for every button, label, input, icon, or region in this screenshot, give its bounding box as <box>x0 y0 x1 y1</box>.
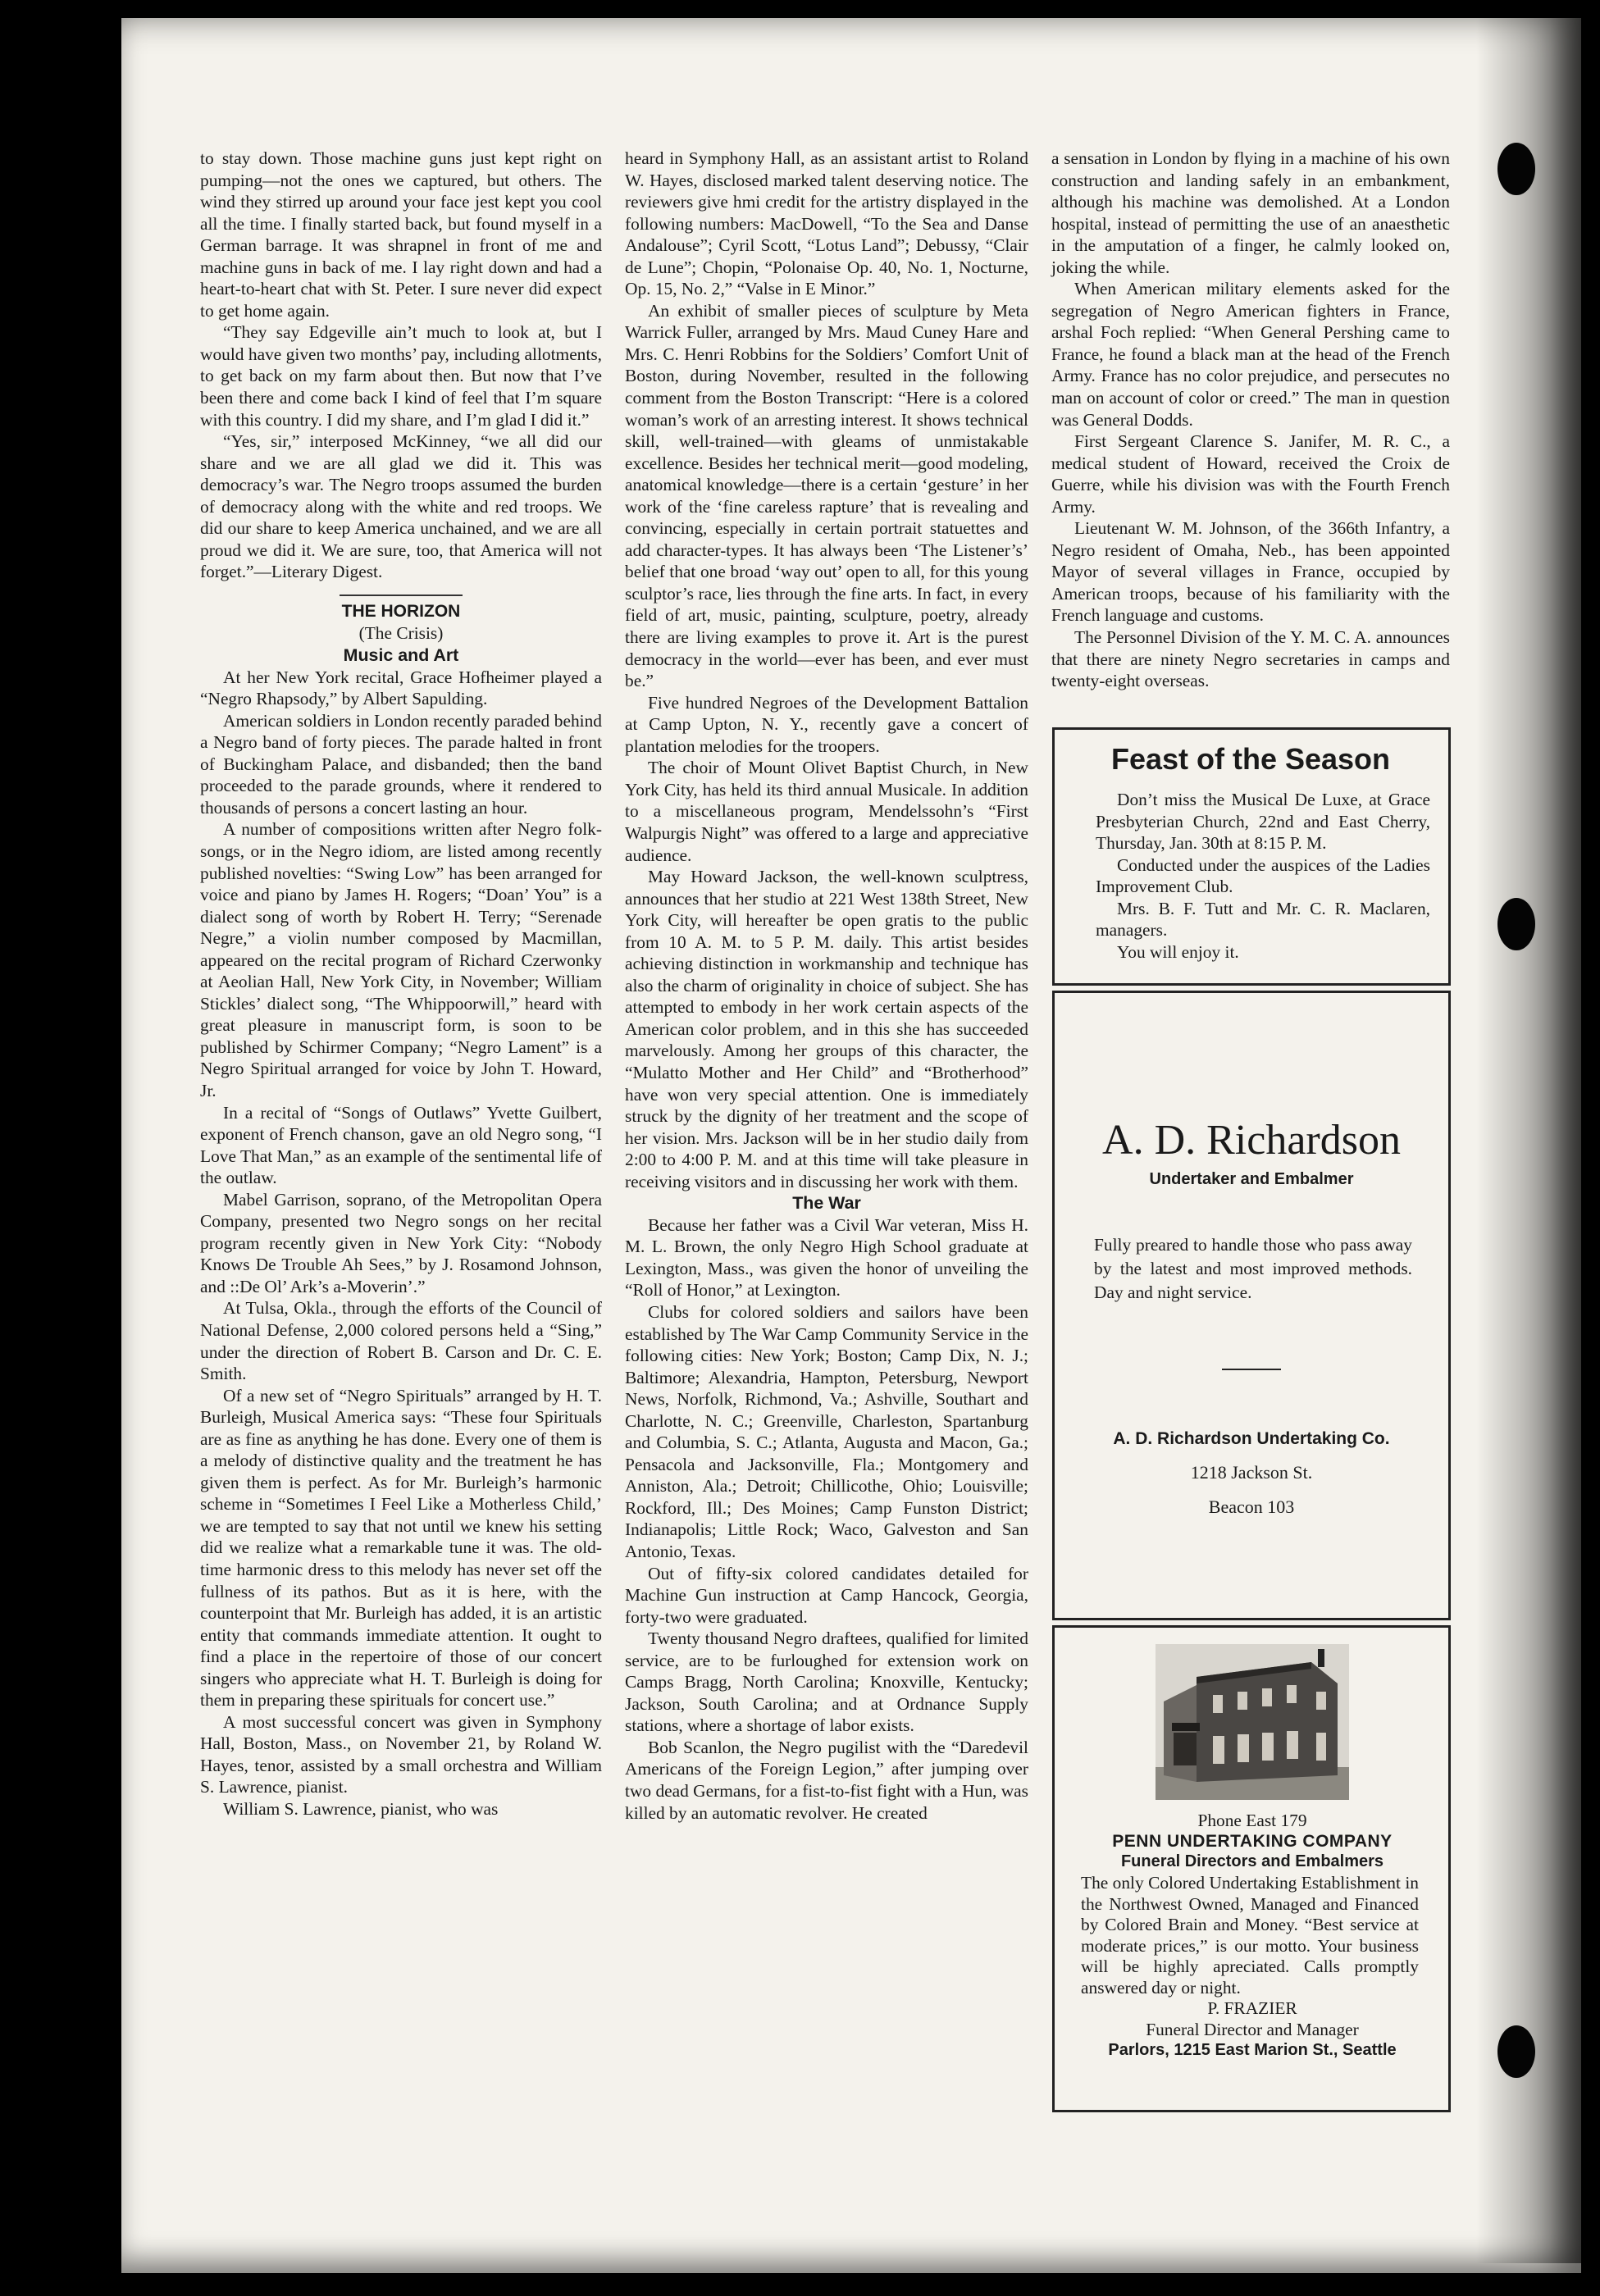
paragraph: In a recital of “Songs of Outlaws” Yvette Guilbert, exponent of French chanson, gave an old Negro song, “I Love That Man,” as an example of the sentimental life of the outlaw. <box>200 1102 602 1188</box>
paragraph: heard in Symphony Hall, as an assistant artist to Roland W. Hayes, disclosed marked talent deserving notice. The reviewers give hmi credit for the artistry displayed in the following numbers: MacDowell, “To the Sea and Danse Andalouse”; Cyril Scott, “Lotus Land”; Debussy, “Clair de Lune”; Chopin, “Polonaise Op. 40, No. 1, Nocturne, Op. 15, No. 2,” “Valse in E Minor.” <box>625 148 1028 299</box>
ad-signer: P. FRAZIER <box>1207 1998 1297 2018</box>
article-column-2 <box>625 148 1028 1824</box>
ad-address: Parlors, 1215 East Marion St., Seattle <box>1108 2041 1397 2059</box>
ad-divider <box>1222 1369 1281 1370</box>
section-title: THE HORIZON <box>341 601 461 621</box>
paragraph: “Yes, sir,” interposed McKinney, “we all did our share and we are all glad we did it. This was democracy’s war. The Negro troops assumed the burden of democracy along with the white and red troops. We did our share to keep America unchained, and we are all proud we did it. We are sure, too, that America will not forget.”—Literary Digest. <box>200 431 602 582</box>
ad-signer-title: Funeral Director and Manager <box>1146 2019 1359 2039</box>
building-photo <box>1156 1644 1349 1800</box>
ad-address: 1218 Jackson St. <box>1190 1462 1313 1483</box>
paragraph: Twenty thousand Negro draftees, qualified for limited service, are to be furloughed for extension work on Camps Bragg, North Carolina; Knoxville, Kentucky; Jackson, South Carolina; and at Ordnance Supply stations, where a shortage of labor exists. <box>625 1629 1028 1736</box>
advertisement-penn <box>1052 1625 1451 2112</box>
paragraph: Mabel Garrison, soprano, of the Metropolitan Opera Company, presented two Negro songs on her recital program recently given in New York City: “Nobody Knows De Trouble Ah Sees,” by J. Rosamond Johnson, and ::De Ol’ Ark’s a-Moverin’.” <box>200 1189 602 1296</box>
paragraph: William S. Lawrence, pianist, who was <box>223 1799 499 1820</box>
ad-phone: Phone East 179 <box>1197 1811 1307 1830</box>
ad-text: Conducted under the auspices of the Ladies Improvement Club. <box>1096 854 1430 896</box>
section-source: (The Crisis) <box>358 623 444 644</box>
ad-title: Feast of the Season <box>1110 742 1391 776</box>
paragraph: a sensation in London by flying in a machine of his own construction and landing safely in an embankment, although his machine was demolished. At a London hospital, instead of permitting the use of an anaesthetic in the amputation of a finger, he calmly looked on, joking the while. <box>1051 148 1450 277</box>
ad-title: A. D. Richardson <box>1102 1117 1401 1164</box>
paragraph: When American military elements asked for the segregation of Negro American fighters in France, arshal Foch replied: “When General Pershing came to France, he found a black man at the head of the French Army. France has no color prejudice, and persecutes no man on account of color or creed.” The man in question was General Dodds. <box>1051 279 1450 430</box>
paragraph: Bob Scanlon, the Negro pugilist with the “Daredevil Americans of the Foreign Legion,” after jumping over two dead Germans, for a fist-to-fist fight with a Hun, was killed by an automatic revolver. He created <box>625 1737 1028 1823</box>
ad-phone: Beacon 103 <box>1208 1496 1295 1517</box>
paragraph: First Sergeant Clarence S. Janifer, M. R. C., a medical student of Howard, received the Croix de Guerre, while his division was with the Fourth French Army. <box>1051 431 1450 517</box>
ad-text: The only Colored Undertaking Establishment in the Northwest Owned, Managed and Financed by Colored Brain and Money. “Best service at moderate prices,” is our motto. Your business will be highly apreciated. Calls promptly answered day or night. <box>1081 1873 1419 1998</box>
binding-hole-bottom <box>1497 2025 1535 2078</box>
paragraph: Of a new set of “Negro Spirituals” arranged by H. T. Burleigh, Musical America says: “These four Spirituals are as fine as anything he has done. Every one of them is a melody of distinctive quality and the treatment he has given them is perfect. As for Mr. Burleigh’s harmonic scheme in “Sometimes I Feel Like a Motherless Child,’ we are tempted to say that not until we knew his setting did we realize what a remarkable tune it was. The old-time harmonic dress to this melody has never set off the fullness of its pathos. But as it is here, with the counterpoint that Mr. Burleigh has added, it is an artistic entity that commands immediate attention. It ought to find a place in the repertoire of those of our concert singers who appreciate what H. T. Burleigh is doing for them in preparing these spirituals for concert use.” <box>200 1385 602 1711</box>
paragraph: At her New York recital, Grace Hofheimer played a “Negro Rhapsody,” by Albert Sapulding. <box>200 667 602 709</box>
article-column-3 <box>1051 148 1450 692</box>
paragraph: The choir of Mount Olivet Baptist Church, in New York City, has held its third annual Musicale. In addition to a miscellaneous program, Mendelssohn’s “First Walpurgis Night” was offered to a large and appreciative audience. <box>625 758 1028 865</box>
ad-company: PENN UNDERTAKING COMPANY <box>1112 1832 1393 1851</box>
ad-text: Mrs. B. F. Tutt and Mr. C. R. Maclaren, managers. <box>1096 898 1430 940</box>
section-divider <box>340 594 463 596</box>
paragraph: “They say Edgeville ain’t much to look at, but I would have given two months’ pay, including allotments, to get back on my farm about then. But now that I’ve been there and come back I kind of feel that I’m square with this country. I did my share, and I’m glad I did it.” <box>200 322 602 430</box>
ad-text: Fully preared to handle those who pass away by the latest and most improved methods. Day and night service. <box>1094 1235 1412 1302</box>
ad-subtitle: Funeral Directors and Embalmers <box>1120 1852 1384 1870</box>
ad-subtitle: Undertaker and Embalmer <box>1149 1170 1354 1188</box>
binding-hole-middle <box>1497 898 1535 950</box>
advertisement-feast <box>1052 727 1451 986</box>
paragraph: Because her father was a Civil War veteran, Miss H. M. L. Brown, the only Negro High School graduate at Lexington, Mass., was given the honor of unveiling the “Roll of Honor,” at Lexington. <box>625 1214 1028 1301</box>
paragraph: A most successful concert was given in Symphony Hall, Boston, Mass., on November 21, by Roland W. Hayes, tenor, assisted by a small orchestra and William S. Lawrence, pianist. <box>200 1711 602 1797</box>
paragraph: The Personnel Division of the Y. M. C. A. announces that there are ninety Negro secretaries in camps and twenty-eight overseas. <box>1051 627 1450 691</box>
paragraph: Five hundred Negroes of the Development Battalion at Camp Upton, N. Y., recently gave a concert of plantation melodies for the troopers. <box>625 692 1028 756</box>
paragraph: American soldiers in London recently paraded behind a Negro band of forty pieces. The parade halted in front of Buckingham Palace, and disbanded; then the band proceeded to the parade grounds, where it rendered to thousands of persons a concert lasting an hour. <box>200 710 602 818</box>
ad-text: Don’t miss the Musical De Luxe, at Grace Presbyterian Church, 22nd and East Cherry, Thursday, Jan. 30th at 8:15 P. M. <box>1096 790 1430 853</box>
paragraph: Lieutenant W. M. Johnson, of the 366th Infantry, a Negro resident of Omaha, Neb., has been appointed Mayor of several villages in France, occupied by American troops, because of his familiarity with the French language and customs. <box>1051 518 1450 626</box>
paragraph: Clubs for colored soldiers and sailors have been established by The War Camp Community Service in the following cities: New York; Boston; Camp Dix, N. J.; Baltimore; Alexandria, Hampton, Petersburg, Newport News, Norfolk, Richmond, Va.; Ashville, Southart and Charlotte, N. C.; Greenville, Charleston, Spartanburg and Columbia, S. C.; Atlanta, Augusta and Macon, Ga.; Pensacola and Jacksonville, Fla.; Montgomery and Anniston, Ala.; Detroit; Chillicothe, Ohio; Louisville; Rockford, Ill.; Des Moines; Camp Funston District; Indianapolis; Little Rock; Waco, Galveston and San Antonio, Texas. <box>625 1301 1028 1561</box>
paragraph: May Howard Jackson, the well-known sculptress, announces that her studio at 221 West 138th Street, New York City, will hereafter be open gratis to the public from 10 A. M. to 5 P. M. daily. This artist besides achieving distinction in workmanship and technique has also the charm of originality in choice of subject. She has attempted to embody in her work certain aspects of the American color problem, and in this she has succeeded marvelously. Among her groups of this character, the “Mulatto Mother and Her Child” and “Brotherhood” have won very special attention. One is immediately struck by the dignity of her treatment and the scope of her vision. Mrs. Jackson will be in her studio daily from 2:00 to 4:00 P. M. and at this time will take pleasure in receiving visitors and in discussing her work with them. <box>625 867 1028 1191</box>
paragraph: Out of fifty-six colored candidates detailed for Machine Gun instruction at Camp Hancock, Georgia, forty-two were graduated. <box>625 1563 1028 1627</box>
article-column-1 <box>200 148 602 1820</box>
paragraph: At Tulsa, Okla., through the efforts of the Council of National Defense, 2,000 colored persons held a “Sing,” under the direction of Robert B. Carson and Dr. C. E. Smith. <box>200 1298 602 1384</box>
paragraph: An exhibit of smaller pieces of sculpture by Meta Warrick Fuller, arranged by Mrs. Maud Cuney Hare and Mrs. C. Henri Robbins for the Soldiers’ Comfort Unit of Boston, during November, resulted in the following comment from the Boston Transcript: “Here is a colored woman’s work of an arresting interest. It shows technical skill, well-trained—with gleams of unmistakable excellence. Besides her technical merit—good modeling, anatomical knowledge—there is a certain ‘gesture’ in her work of the ‘fine careless rapture’ that is revealing and convincing, especially in certain portrait statuettes and add character-types. It has always been ‘The Listener’s’ belief that one broad ‘way out’ open to all, for this young sculptor’s race, lies through the fine arts. In fact, in every field of art, music, painting, sculpture, poetry, already there are living examples to prove it. Art is the purest democracy in the world—ever has been, and ever must be.” <box>625 300 1028 691</box>
section-heading-war: The War <box>792 1193 861 1214</box>
page-edge-shadow <box>1476 0 1583 2263</box>
paragraph: A number of compositions written after Negro folk-songs, or in the Negro idiom, are listed among recently published novelties: “Swing Low” has been arranged for voice and piano by James H. Rogers; “Doan’ You” is a dialect song of worth by Robert H. Terry; “Serenade Negre,” a violin number composed by Macmillan, appeared on the recital program of Richard Czerwonky at Aeolian Hall, New York City, in November; William Stickles’ dialect song, “The Whippoorwill,” heard with great pleasure in manuscript form, is soon to be published by Schirmer Company; “Negro Lament” is a Negro Spiritual arranged for voice by John T. Howard, Jr. <box>200 819 602 1100</box>
paragraph: to stay down. Those machine guns just kept right on pumping—not the ones we captured, but others. The wind they stirred up around your face jest kept you cool all the time. I finally started back, but found myself in a German barrage. It was shrapnel in front of me and machine guns in back of me. I lay right down and had a heart-to-heart chat with St. Peter. I sure never did expect to get home again. <box>200 148 602 321</box>
ad-company: A. D. Richardson Undertaking Co. <box>1113 1429 1390 1448</box>
section-heading-music: Music and Art <box>343 645 459 666</box>
ad-text: You will enjoy it. <box>1117 941 1239 962</box>
binding-hole-top <box>1497 143 1535 195</box>
advertisement-richardson <box>1052 991 1451 1620</box>
